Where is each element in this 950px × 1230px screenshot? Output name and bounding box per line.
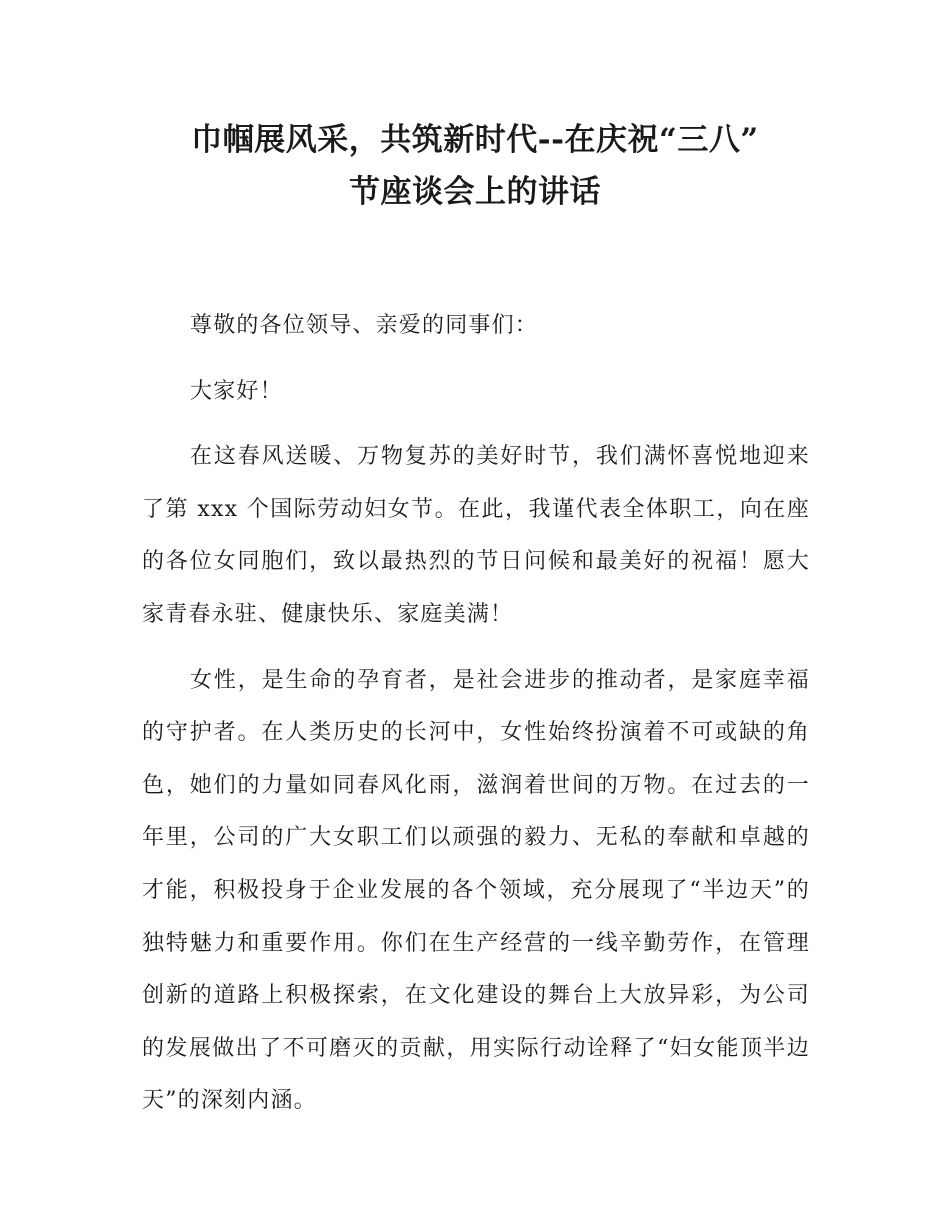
- greeting: 大家好！: [190, 378, 283, 404]
- title-line-2: 节座谈会上的讲话: [349, 174, 601, 210]
- title-line-1: 巾帼展风采，共筑新时代--在庆祝“三八”: [191, 122, 759, 158]
- body-paragraph-women-contribution: 女性，是生命的孕育者，是社会进步的推动者，是家庭幸福的守护者。在人类历史的长河中，女性始终扮演着不可或缺的角色，她们的力量如同春风化雨，滋润着世间的万物。在过去的一年里，公司的广大女职工们以顽强的毅力、无私的奉献和卓越的才能，积极投身于企业发展的各个领域，充分展现了“半边天”的独特魅力和重要作用。你们在生产经营的一线辛勤劳作，在管理创新的道路上积极探索，在文化建设的舞台上大放异彩，为公司的发展做出了不可磨灭的贡献，用实际行动诠释了“妇女能顶半边天”的深刻内涵。: [142, 667, 810, 1114]
- document-title: [140, 114, 810, 218]
- body-paragraph-festival-wishes: 在这春风送暖、万物复苏的美好时节，我们满怀喜悦地迎来了第 xxx 个国际劳动妇女节。在此，我谨代表全体职工，向在座的各位女同胞们，致以最热烈的节日问候和最美好的祝福！愿大家青春永驻、健康快乐、家庭美满！: [142, 444, 810, 627]
- salutation: 尊敬的各位领导、亲爱的同事们：: [190, 313, 539, 338]
- document-body: [142, 300, 810, 1141]
